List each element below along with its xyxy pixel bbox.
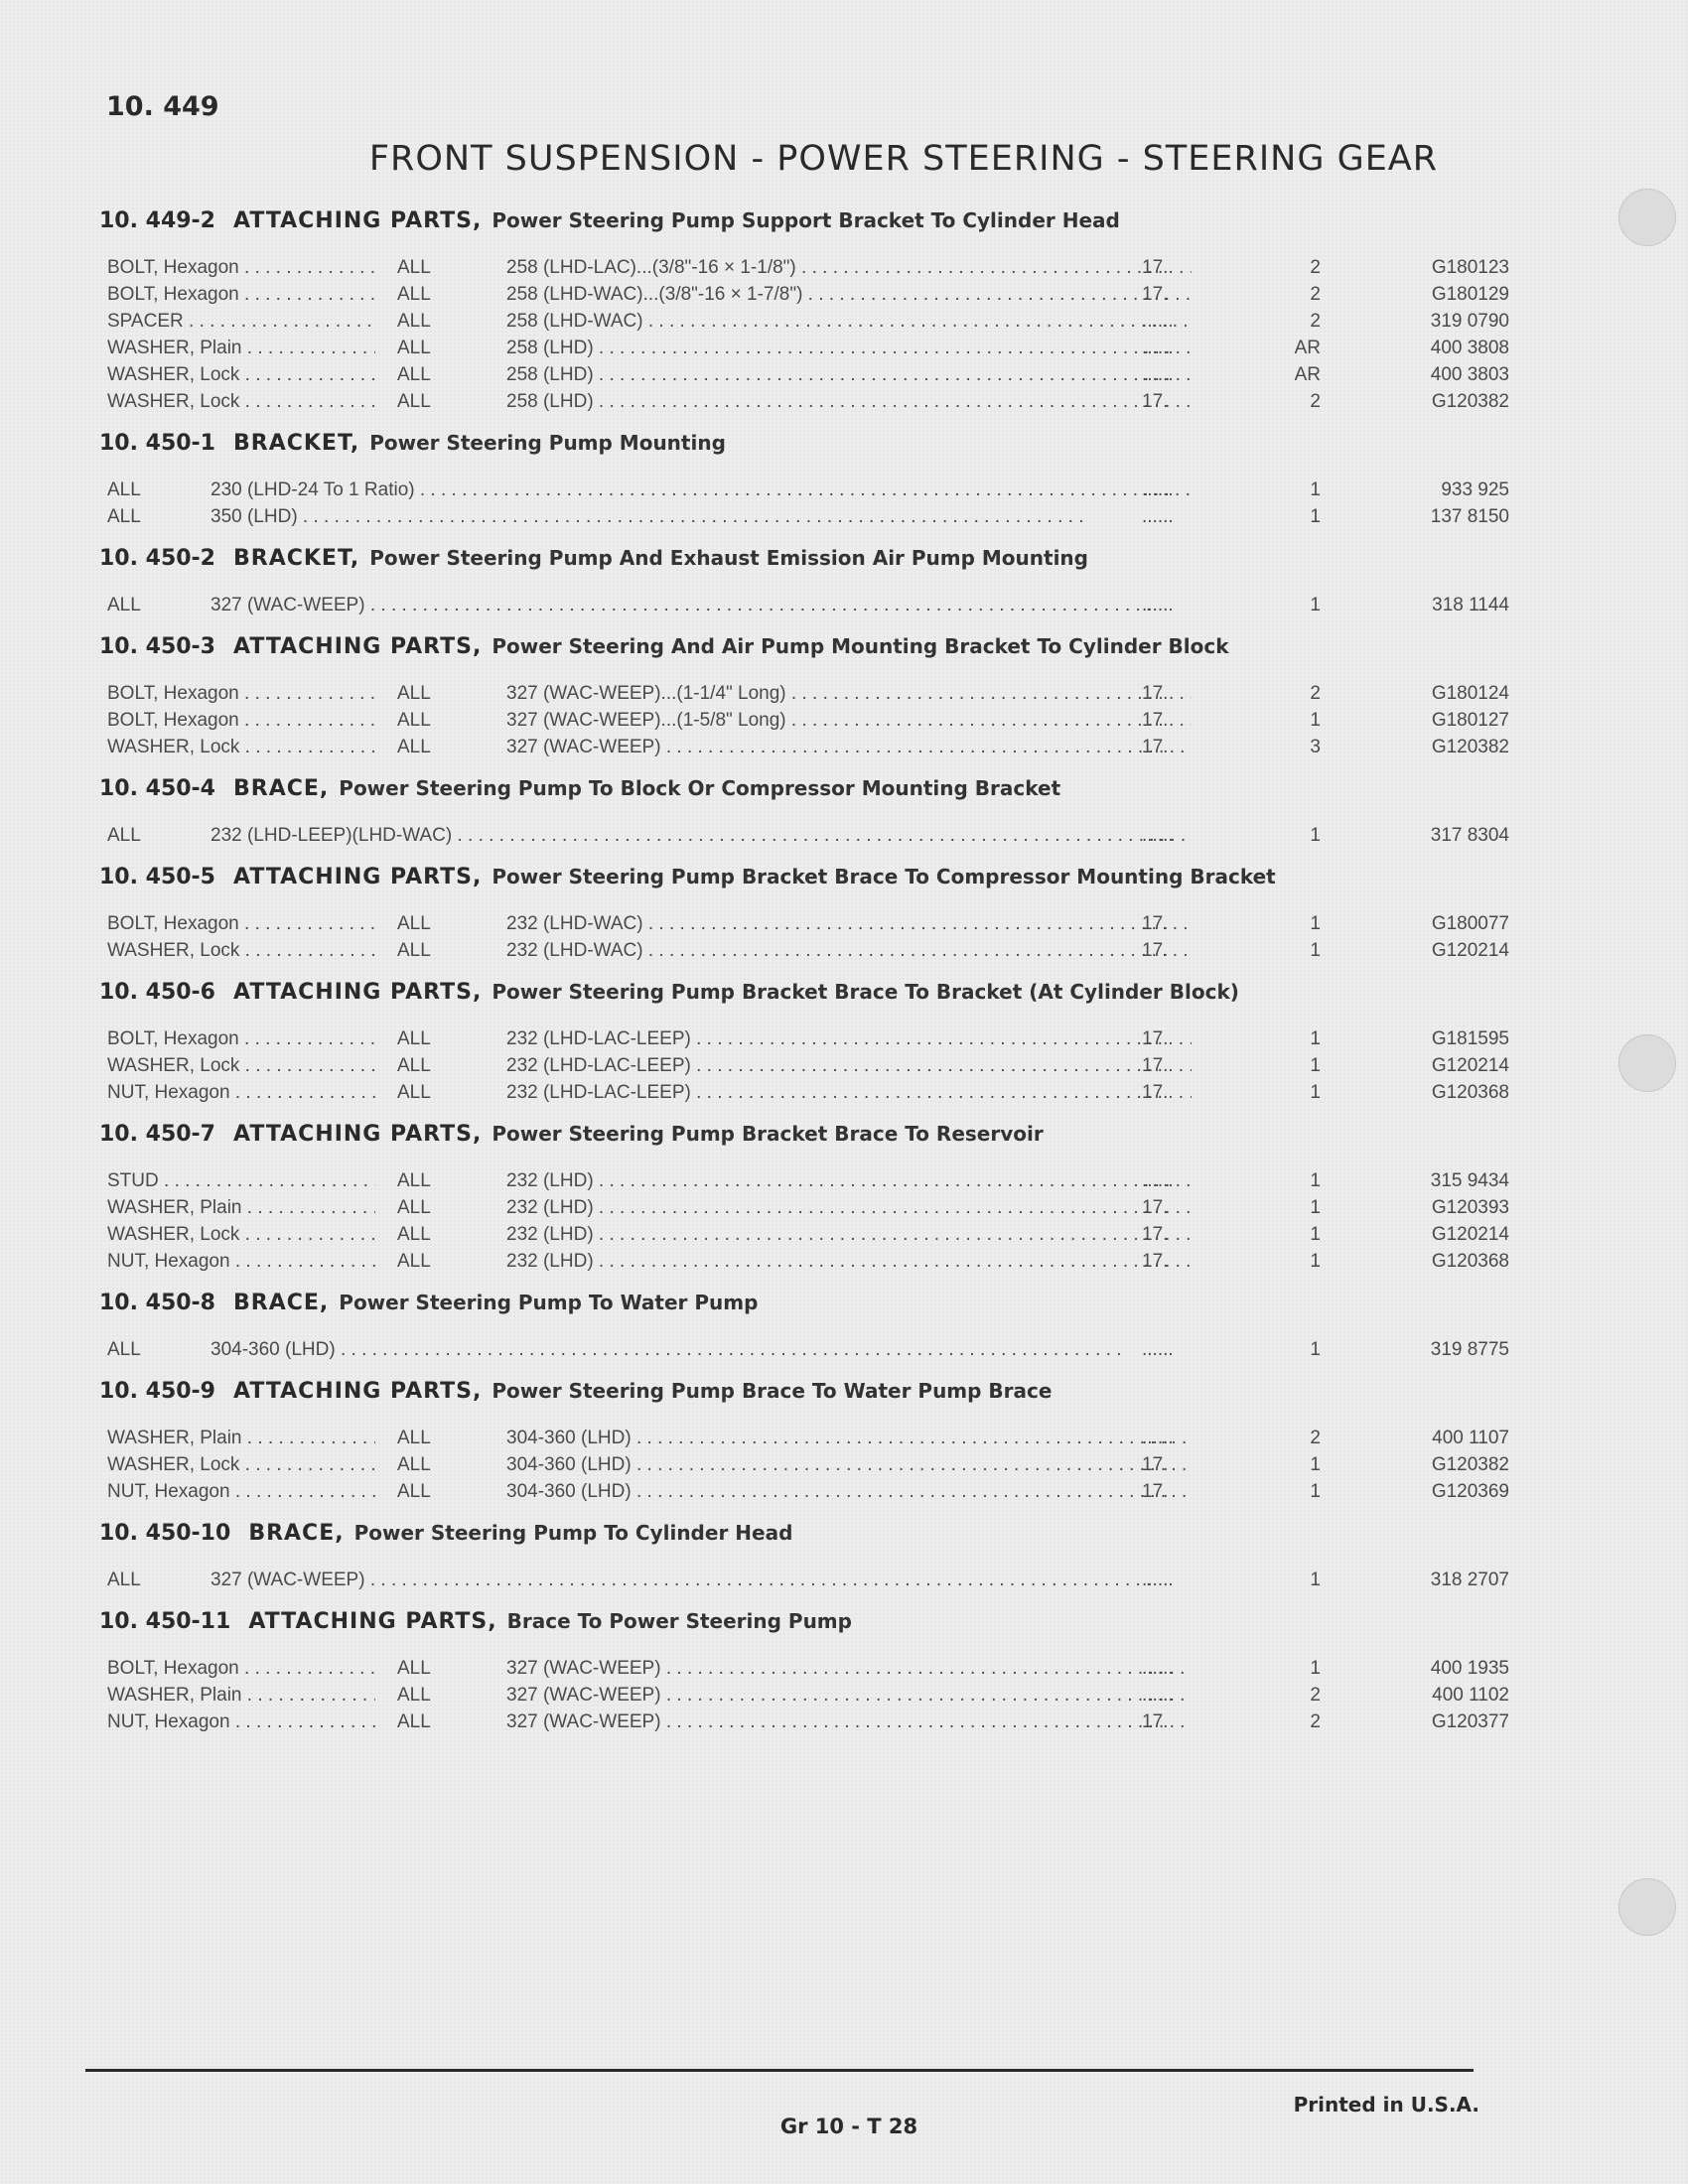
quantity: 1 <box>1310 1055 1321 1076</box>
part-number: 318 1144 <box>1432 595 1509 615</box>
part-row <box>99 1708 1509 1735</box>
part-name: NUT, Hexagon . . . <box>107 1478 375 1505</box>
part-number: 318 2707 <box>1430 1570 1509 1590</box>
usage-description: 258 (LHD) . . . <box>506 335 1192 361</box>
part-row <box>99 1655 1509 1682</box>
model-code: ALL <box>397 1170 431 1191</box>
part-number: 400 1107 <box>1432 1428 1509 1448</box>
section-number: 10. 450-3 <box>99 634 215 659</box>
part-name: WASHER, Lock . . . <box>107 937 375 964</box>
part-row <box>99 822 1509 849</box>
quantity: 2 <box>1310 311 1321 332</box>
parts-section <box>99 1515 1509 1593</box>
section-description: Power Steering Pump To Water Pump <box>339 1291 759 1314</box>
section-number: 10. 450-11 <box>99 1609 231 1634</box>
page-title: FRONT SUSPENSION - POWER STEERING - STEERING GEAR <box>368 139 1439 179</box>
part-row <box>99 1221 1509 1248</box>
part-number: G180123 <box>1431 257 1509 278</box>
group-number: ...... <box>1142 595 1174 615</box>
model-code: ALL <box>397 311 431 332</box>
part-name: BOLT, Hexagon . . . <box>107 281 375 308</box>
part-number: G120368 <box>1431 1082 1509 1103</box>
section-number: 10. 450-9 <box>99 1379 215 1404</box>
quantity: 1 <box>1310 1658 1321 1679</box>
part-row <box>99 503 1509 530</box>
section-type: BRACE, <box>248 1521 345 1546</box>
quantity: 2 <box>1310 1711 1321 1732</box>
model-code: ALL <box>107 825 141 846</box>
section-description: Power Steering And Air Pump Mounting Bracket To Cylinder Block <box>492 634 1229 658</box>
section-description: Power Steering Pump Brace To Water Pump Brace <box>492 1379 1053 1403</box>
quantity: 1 <box>1310 1082 1321 1103</box>
quantity: 1 <box>1310 913 1321 934</box>
section-heading <box>99 203 1420 238</box>
model-code: ALL <box>397 1481 431 1502</box>
part-name: NUT, Hexagon . . . <box>107 1079 375 1106</box>
group-number: 17. <box>1142 284 1169 305</box>
footer-page-code: Gr 10 - T 28 <box>779 2115 918 2138</box>
group-number: ...... <box>1142 825 1174 846</box>
group-number: 17. <box>1142 940 1169 961</box>
section-number: 10. 450-7 <box>99 1122 215 1147</box>
quantity: 1 <box>1310 595 1321 615</box>
part-row <box>99 1336 1509 1363</box>
section-heading <box>99 859 1420 894</box>
section-type: ATTACHING PARTS, <box>233 634 483 659</box>
section-number: 10. 450-1 <box>99 431 215 456</box>
model-code: ALL <box>397 1454 431 1475</box>
section-number: 10. 450-2 <box>99 546 215 571</box>
binder-hole <box>1618 1878 1676 1936</box>
part-row <box>99 477 1509 503</box>
group-number: ...... <box>1142 1570 1174 1590</box>
section-number: 10. 449-2 <box>99 208 215 233</box>
quantity: 1 <box>1310 940 1321 961</box>
usage-description: 232 (LHD) . . . <box>506 1248 1192 1275</box>
part-number: 319 8775 <box>1430 1339 1509 1360</box>
part-name: NUT, Hexagon . . . <box>107 1248 375 1275</box>
usage-description: 232 (LHD-LAC-LEEP) . . . <box>506 1025 1192 1052</box>
section-description: Power Steering Pump To Block Or Compressor Mounting Bracket <box>339 776 1061 800</box>
section-type: ATTACHING PARTS, <box>233 208 483 233</box>
usage-description: 304-360 (LHD) . . . <box>211 1336 1192 1363</box>
model-code: ALL <box>397 913 431 934</box>
quantity: AR <box>1294 338 1321 358</box>
part-number: 137 8150 <box>1430 506 1509 527</box>
quantity: 1 <box>1310 1339 1321 1360</box>
model-code: ALL <box>397 940 431 961</box>
quantity: AR <box>1294 364 1321 385</box>
part-number: 400 1935 <box>1430 1658 1509 1679</box>
usage-description: 327 (WAC-WEEP) . . . <box>506 1682 1192 1708</box>
group-number: 17. <box>1142 737 1169 757</box>
section-heading <box>99 1373 1420 1409</box>
model-code: ALL <box>397 1224 431 1245</box>
parts-section <box>99 1116 1509 1275</box>
usage-description: 327 (WAC-WEEP) . . . <box>506 1655 1192 1682</box>
group-number: 17. <box>1142 1481 1169 1502</box>
part-row <box>99 707 1509 734</box>
model-code: ALL <box>397 338 431 358</box>
quantity: 1 <box>1310 479 1321 500</box>
part-number: G120377 <box>1431 1711 1509 1732</box>
group-number: ...... <box>1142 311 1174 332</box>
section-description: Power Steering Pump And Exhaust Emission Air Pump Mounting <box>369 546 1088 570</box>
part-number: 317 8304 <box>1430 825 1509 846</box>
part-number: G180127 <box>1431 710 1509 731</box>
usage-description: 258 (LHD) . . . <box>506 388 1192 415</box>
section-heading <box>99 425 1420 461</box>
part-name: BOLT, Hexagon . . . <box>107 680 375 707</box>
group-number: 17. <box>1142 257 1169 278</box>
group-number: 17. <box>1142 913 1169 934</box>
usage-description: 232 (LHD) . . . <box>506 1221 1192 1248</box>
usage-description: 232 (LHD) . . . <box>506 1167 1192 1194</box>
section-heading <box>99 1116 1420 1152</box>
part-row <box>99 1052 1509 1079</box>
model-code: ALL <box>397 1428 431 1448</box>
section-heading <box>99 1515 1420 1551</box>
usage-description: 232 (LHD) . . . <box>506 1194 1192 1221</box>
quantity: 3 <box>1310 737 1321 757</box>
usage-description: 232 (LHD-WAC) . . . <box>506 910 1192 937</box>
part-row <box>99 1167 1509 1194</box>
usage-description: 304-360 (LHD) . . . <box>506 1478 1192 1505</box>
quantity: 2 <box>1310 284 1321 305</box>
group-number: 17. <box>1142 683 1169 704</box>
model-code: ALL <box>397 1251 431 1272</box>
quantity: 1 <box>1310 1170 1321 1191</box>
part-number: G120214 <box>1431 1224 1509 1245</box>
quantity: 2 <box>1310 257 1321 278</box>
part-row <box>99 1194 1509 1221</box>
usage-description: 232 (LHD-WAC) . . . <box>506 937 1192 964</box>
section-heading <box>99 628 1420 664</box>
page-reference: 10. 449 <box>106 91 219 122</box>
part-number: 400 1102 <box>1432 1685 1509 1706</box>
section-number: 10. 450-4 <box>99 776 215 801</box>
group-number: ...... <box>1142 1685 1174 1706</box>
part-row <box>99 254 1509 281</box>
group-number: 17. <box>1142 1055 1169 1076</box>
model-code: ALL <box>397 1197 431 1218</box>
usage-description: 350 (LHD) . . . <box>211 503 1192 530</box>
part-number: G120382 <box>1431 737 1509 757</box>
part-name: WASHER, Plain . . . <box>107 335 375 361</box>
part-name: WASHER, Plain . . . <box>107 1194 375 1221</box>
model-code: ALL <box>397 1028 431 1049</box>
usage-description: 232 (LHD-LEEP)(LHD-WAC) . . . <box>211 822 1192 849</box>
usage-description: 232 (LHD-LAC-LEEP) . . . <box>506 1052 1192 1079</box>
model-code: ALL <box>107 1339 141 1360</box>
model-code: ALL <box>397 1685 431 1706</box>
part-row <box>99 308 1509 335</box>
part-name: BOLT, Hexagon . . . <box>107 1025 375 1052</box>
part-name: BOLT, Hexagon . . . <box>107 707 375 734</box>
section-heading <box>99 770 1420 806</box>
usage-description: 258 (LHD-WAC) . . . <box>506 308 1192 335</box>
model-code: ALL <box>397 683 431 704</box>
usage-description: 327 (WAC-WEEP) . . . <box>211 592 1192 618</box>
section-type: BRACE, <box>233 1291 330 1315</box>
part-name: STUD . . . <box>107 1167 375 1194</box>
part-number: G180124 <box>1431 683 1509 704</box>
group-number: ...... <box>1142 338 1174 358</box>
model-code: ALL <box>397 710 431 731</box>
parts-rows <box>99 1567 1509 1593</box>
parts-section <box>99 540 1509 618</box>
usage-description: 327 (WAC-WEEP) . . . <box>211 1567 1192 1593</box>
quantity: 1 <box>1310 825 1321 846</box>
usage-description: 327 (WAC-WEEP) . . . <box>506 1708 1192 1735</box>
usage-description: 230 (LHD-24 To 1 Ratio) . . . <box>211 477 1192 503</box>
parts-rows <box>99 910 1509 964</box>
printed-in-label: Printed in U.S.A. <box>1293 2093 1479 2116</box>
part-name: WASHER, Plain . . . <box>107 1682 375 1708</box>
parts-rows <box>99 1336 1509 1363</box>
parts-rows <box>99 1425 1509 1505</box>
group-number: 17. <box>1142 391 1169 412</box>
part-name: WASHER, Lock . . . <box>107 361 375 388</box>
parts-rows <box>99 1655 1509 1735</box>
part-number: 319 0790 <box>1430 311 1509 332</box>
section-type: ATTACHING PARTS, <box>233 1379 483 1404</box>
part-row <box>99 1567 1509 1593</box>
part-row <box>99 680 1509 707</box>
model-code: ALL <box>397 391 431 412</box>
group-number: ...... <box>1142 364 1174 385</box>
section-description: Power Steering Pump Bracket Brace To Compressor Mounting Bracket <box>492 865 1276 888</box>
quantity: 2 <box>1310 683 1321 704</box>
part-row <box>99 1451 1509 1478</box>
section-type: ATTACHING PARTS, <box>248 1609 497 1634</box>
part-name: BOLT, Hexagon . . . <box>107 910 375 937</box>
parts-rows <box>99 1167 1509 1275</box>
quantity: 1 <box>1310 1028 1321 1049</box>
section-description: Power Steering Pump Mounting <box>369 431 726 455</box>
part-name: BOLT, Hexagon . . . <box>107 254 375 281</box>
parts-rows <box>99 477 1509 530</box>
part-number: 315 9434 <box>1430 1170 1509 1191</box>
usage-description: 327 (WAC-WEEP)...(1-5/8" Long) . . . <box>506 707 1192 734</box>
part-row <box>99 1079 1509 1106</box>
group-number: ...... <box>1142 479 1174 500</box>
usage-description: 304-360 (LHD) . . . <box>506 1425 1192 1451</box>
model-code: ALL <box>397 257 431 278</box>
parts-rows <box>99 592 1509 618</box>
quantity: 1 <box>1310 710 1321 731</box>
section-description: Power Steering Pump Support Bracket To Cylinder Head <box>492 208 1120 232</box>
binder-hole <box>1618 189 1676 246</box>
part-number: G120393 <box>1431 1197 1509 1218</box>
section-type: ATTACHING PARTS, <box>233 865 483 889</box>
quantity: 2 <box>1310 391 1321 412</box>
model-code: ALL <box>107 506 141 527</box>
group-number: 17. <box>1142 1251 1169 1272</box>
parts-section <box>99 203 1509 415</box>
group-number: 17. <box>1142 1197 1169 1218</box>
usage-description: 327 (WAC-WEEP) . . . <box>506 734 1192 760</box>
group-number: ...... <box>1142 506 1174 527</box>
section-type: ATTACHING PARTS, <box>233 980 483 1005</box>
model-code: ALL <box>397 737 431 757</box>
parts-section <box>99 859 1509 964</box>
parts-rows <box>99 1025 1509 1106</box>
section-description: Brace To Power Steering Pump <box>506 1609 852 1633</box>
usage-description: 232 (LHD-LAC-LEEP) . . . <box>506 1079 1192 1106</box>
section-type: ATTACHING PARTS, <box>233 1122 483 1147</box>
part-name: WASHER, Lock . . . <box>107 734 375 760</box>
quantity: 1 <box>1310 1224 1321 1245</box>
part-name: WASHER, Lock . . . <box>107 1451 375 1478</box>
part-number: G181595 <box>1431 1028 1509 1049</box>
usage-description: 258 (LHD) . . . <box>506 361 1192 388</box>
section-number: 10. 450-8 <box>99 1291 215 1315</box>
section-heading <box>99 1285 1420 1320</box>
model-code: ALL <box>397 1711 431 1732</box>
parts-section <box>99 425 1509 530</box>
part-row <box>99 1248 1509 1275</box>
part-row <box>99 361 1509 388</box>
part-name: SPACER . . . <box>107 308 375 335</box>
quantity: 2 <box>1310 1428 1321 1448</box>
part-row <box>99 1682 1509 1708</box>
part-row <box>99 937 1509 964</box>
quantity: 2 <box>1310 1685 1321 1706</box>
parts-section <box>99 1373 1509 1505</box>
part-row <box>99 281 1509 308</box>
section-number: 10. 450-5 <box>99 865 215 889</box>
group-number: ...... <box>1142 1170 1174 1191</box>
quantity: 1 <box>1310 1454 1321 1475</box>
part-number: G120214 <box>1431 940 1509 961</box>
group-number: 17. <box>1142 1082 1169 1103</box>
parts-section <box>99 770 1509 849</box>
part-name: NUT, Hexagon . . . <box>107 1708 375 1735</box>
quantity: 1 <box>1310 1570 1321 1590</box>
part-number: G180077 <box>1431 913 1509 934</box>
parts-section <box>99 1285 1509 1363</box>
section-type: BRACKET, <box>233 431 360 456</box>
part-row <box>99 335 1509 361</box>
part-row <box>99 1478 1509 1505</box>
parts-rows <box>99 254 1509 415</box>
part-name: WASHER, Lock . . . <box>107 388 375 415</box>
group-number: ...... <box>1142 1339 1174 1360</box>
section-description: Power Steering Pump Bracket Brace To Reservoir <box>492 1122 1044 1146</box>
section-type: BRACE, <box>233 776 330 801</box>
usage-description: 258 (LHD-WAC)...(3/8"-16 × 1-7/8") . . . <box>506 281 1192 308</box>
usage-description: 304-360 (LHD) . . . <box>506 1451 1192 1478</box>
group-number: 17. <box>1142 710 1169 731</box>
footer-divider <box>85 2069 1474 2072</box>
part-number: G120382 <box>1431 1454 1509 1475</box>
part-row <box>99 734 1509 760</box>
part-number: G120369 <box>1431 1481 1509 1502</box>
model-code: ALL <box>107 595 141 615</box>
section-heading <box>99 540 1420 576</box>
part-number: G180129 <box>1431 284 1509 305</box>
section-heading <box>99 974 1420 1010</box>
part-number: 400 3803 <box>1430 364 1509 385</box>
model-code: ALL <box>107 479 141 500</box>
part-number: G120214 <box>1431 1055 1509 1076</box>
section-type: BRACKET, <box>233 546 360 571</box>
part-row <box>99 1425 1509 1451</box>
part-name: WASHER, Lock . . . <box>107 1221 375 1248</box>
model-code: ALL <box>397 1658 431 1679</box>
group-number: 17. <box>1142 1224 1169 1245</box>
model-code: ALL <box>397 1055 431 1076</box>
parts-section <box>99 974 1509 1106</box>
parts-rows <box>99 822 1509 849</box>
group-number: 17. <box>1142 1028 1169 1049</box>
model-code: ALL <box>397 364 431 385</box>
parts-rows <box>99 680 1509 760</box>
usage-description: 258 (LHD-LAC)...(3/8"-16 × 1-1/8") . . . <box>506 254 1192 281</box>
usage-description: 327 (WAC-WEEP)...(1-1/4" Long) . . . <box>506 680 1192 707</box>
model-code: ALL <box>107 1570 141 1590</box>
section-description: Power Steering Pump Bracket Brace To Bracket (At Cylinder Block) <box>492 980 1239 1004</box>
part-name: BOLT, Hexagon . . . <box>107 1655 375 1682</box>
part-number: G120368 <box>1431 1251 1509 1272</box>
section-number: 10. 450-10 <box>99 1521 231 1546</box>
part-row <box>99 388 1509 415</box>
section-heading <box>99 1603 1420 1639</box>
part-name: WASHER, Plain . . . <box>107 1425 375 1451</box>
parts-section <box>99 628 1509 760</box>
part-row <box>99 910 1509 937</box>
quantity: 1 <box>1310 506 1321 527</box>
quantity: 1 <box>1310 1197 1321 1218</box>
quantity: 1 <box>1310 1481 1321 1502</box>
part-number: G120382 <box>1431 391 1509 412</box>
group-number: 17. <box>1142 1454 1169 1475</box>
parts-list <box>99 203 1509 1745</box>
part-name: WASHER, Lock . . . <box>107 1052 375 1079</box>
group-number: ...... <box>1142 1658 1174 1679</box>
group-number: 17. <box>1142 1711 1169 1732</box>
quantity: 1 <box>1310 1251 1321 1272</box>
part-number: 933 925 <box>1441 479 1509 500</box>
binder-hole <box>1618 1034 1676 1092</box>
section-number: 10. 450-6 <box>99 980 215 1005</box>
model-code: ALL <box>397 284 431 305</box>
part-number: 400 3808 <box>1430 338 1509 358</box>
model-code: ALL <box>397 1082 431 1103</box>
part-row <box>99 1025 1509 1052</box>
section-description: Power Steering Pump To Cylinder Head <box>353 1521 793 1545</box>
parts-section <box>99 1603 1509 1735</box>
group-number: ...... <box>1142 1428 1174 1448</box>
part-row <box>99 592 1509 618</box>
